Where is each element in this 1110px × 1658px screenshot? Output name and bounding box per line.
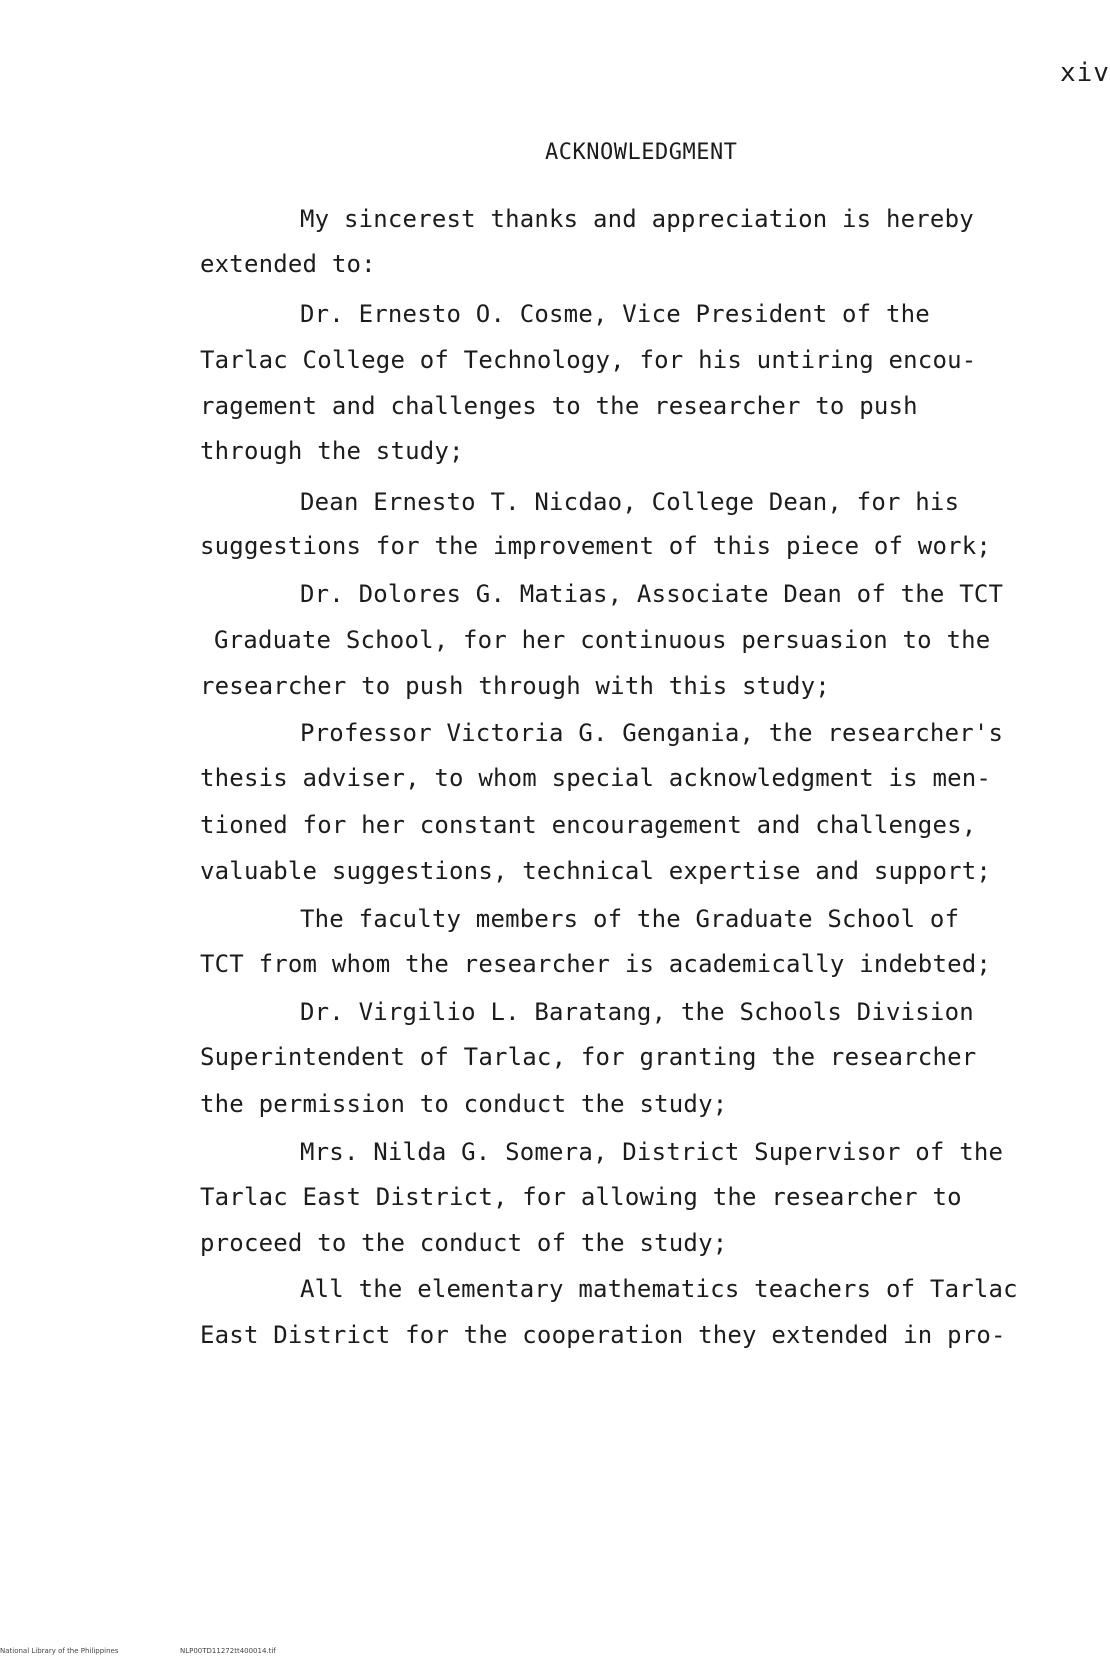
text-line: Tarlac East District, for allowing the researcher to — [200, 1183, 962, 1211]
page-number: xiv — [1060, 58, 1110, 88]
page-title: ACKNOWLEDGMENT — [545, 140, 738, 165]
text-line: valuable suggestions, technical expertise and support; — [200, 857, 992, 885]
text-line: My sincerest thanks and appreciation is hereby — [300, 205, 974, 233]
text-line: The faculty members of the Graduate School of — [300, 905, 960, 933]
text-line: Professor Victoria G. Gengania, the researcher's — [300, 719, 1004, 747]
text-line: Dr. Virgilio L. Baratang, the Schools Division — [300, 998, 974, 1026]
text-line: extended to: — [200, 250, 376, 278]
text-line: Dr. Dolores G. Matias, Associate Dean of the TCT — [300, 580, 1004, 608]
text-line: All the elementary mathematics teachers of Tarlac — [300, 1275, 1018, 1303]
footer-filename: NLP00TD11272tt400014.tif — [180, 1647, 276, 1655]
footer-library: National Library of the Philippines — [0, 1647, 119, 1655]
text-line: proceed to the conduct of the study; — [200, 1229, 728, 1257]
text-line: TCT from whom the researcher is academically indebted; — [200, 950, 992, 978]
text-line: Mrs. Nilda G. Somera, District Supervisor of the — [300, 1138, 1004, 1166]
text-line: suggestions for the improvement of this piece of work; — [200, 532, 992, 560]
text-line: thesis adviser, to whom special acknowledgment is men- — [200, 764, 992, 792]
text-line: through the study; — [200, 437, 464, 465]
text-line: researcher to push through with this study; — [200, 672, 830, 700]
text-line: Dean Ernesto T. Nicdao, College Dean, for his — [300, 488, 960, 516]
text-line: Graduate School, for her continuous persuasion to the — [214, 626, 991, 654]
text-line: East District for the cooperation they extended in pro- — [200, 1321, 1006, 1349]
text-line: ragement and challenges to the researcher to push — [200, 392, 918, 420]
text-line: the permission to conduct the study; — [200, 1090, 728, 1118]
text-line: Tarlac College of Technology, for his untiring encou- — [200, 346, 977, 374]
text-line: Superintendent of Tarlac, for granting the researcher — [200, 1043, 977, 1071]
text-line: tioned for her constant encouragement and challenges, — [200, 811, 977, 839]
text-line: Dr. Ernesto O. Cosme, Vice President of the — [300, 300, 930, 328]
